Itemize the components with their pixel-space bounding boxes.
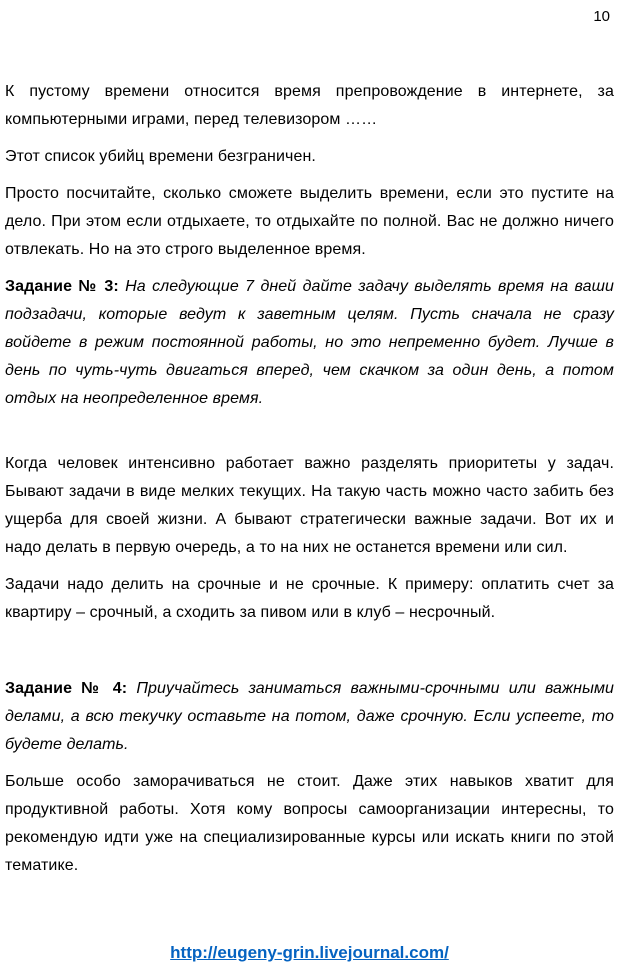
page-footer [5,943,614,963]
paragraph-priorities: Когда человек интенсивно работает важно разделять приоритеты у задач. Бывают задачи в виде мелких текущих. На такую часть можно часто забить без ущерба для своей жизни. А бывают стратегически важные задачи. Вот их и надо делать в первую очередь, а то на них не останется времени или сил. [5,455,614,556]
paragraph-count-time: Просто посчитайте, сколько сможете выделить времени, если это пустите на дело. При этом если отдыхаете, то отдыхайте по полной. Вас не должно ничего отвлекать. Но на это строго выделенное время. [5,185,614,258]
task-4-body: Приучайтесь заниматься важными-срочными или важными делами, а всю текучку оставьте на потом, даже срочную. Если успеете, то будете делать. [5,680,615,753]
task-3-body: На следующие 7 дней дайте задачу выделять время на ваши подзадачи, которые ведут к заветным целям. Пусть сначала не сразу войдете в режим постоянной работы, но это непременно будет. Лучше в день по чуть-чуть двигаться вперед, чем скачком за один день, а потом отдых на неопределенное время. [5,278,615,407]
paragraph-empty-time: К пустому времени относится время препровождение в интернете, за компьютерными играми, перед телевизором …… [5,83,614,128]
task-4-label: Задание № 4: [5,680,128,697]
paragraph-time-killers: Этот список убийц времени безграничен. [5,148,316,165]
page-number: 10 [593,8,610,25]
paragraph-task-4 [5,675,614,759]
document-body [5,78,614,880]
task-3-label: Задание № 3: [5,278,119,295]
footer-link[interactable]: http://eugeny-grin.livejournal.com/ [170,943,449,962]
paragraph-task-3 [5,273,614,413]
paragraph-urgent-tasks: Задачи надо делить на срочные и не срочные. К примеру: оплатить счет за квартиру – срочный, а сходить за пивом или в клуб – несрочный. [5,576,614,621]
paragraph-conclusion: Больше особо заморачиваться не стоит. Даже этих навыков хватит для продуктивной работы. Хотя кому вопросы самоорганизации интересны, то рекомендую идти уже на специализированные курсы или искать книги по этой тематике. [5,773,614,874]
